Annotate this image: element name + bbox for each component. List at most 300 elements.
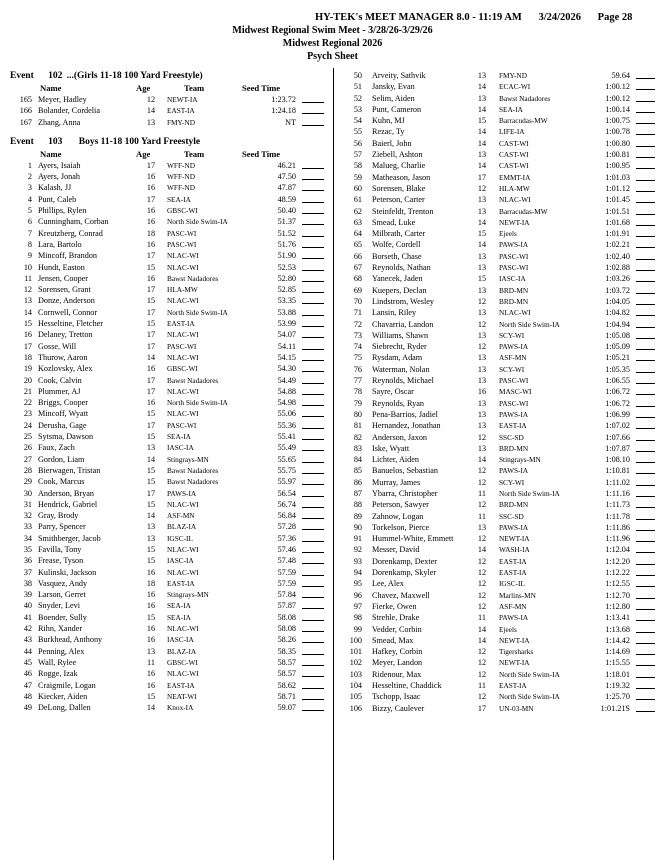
seed-time: 48.59 <box>277 194 296 204</box>
finals-time-blank <box>302 239 324 248</box>
seed-time: 51.76 <box>277 239 296 249</box>
swimmer-age: 14 <box>477 635 487 645</box>
swimmer-name: Strehle, Drake <box>372 613 420 623</box>
finals-time-blank <box>302 386 324 395</box>
entry-rank: 90 <box>353 522 362 532</box>
team-name: ECAC-WI <box>499 82 531 92</box>
entry-row <box>10 363 328 374</box>
seed-time: 57.48 <box>277 556 296 566</box>
swimmer-age: 15 <box>146 319 156 329</box>
swimmer-age: 14 <box>477 104 487 114</box>
swimmer-age: 13 <box>477 364 487 374</box>
entry-row <box>342 578 657 589</box>
entry-rank: 57 <box>353 150 362 160</box>
entry-row <box>10 646 328 657</box>
swimmer-name: Hummel-White, Emmett <box>372 534 454 544</box>
entry-row <box>342 149 657 160</box>
entry-rank: 166 <box>19 106 32 116</box>
entry-rank: 14 <box>23 307 32 317</box>
swimmer-age: 11 <box>147 657 155 667</box>
seed-time: 54.49 <box>277 375 296 385</box>
swimmer-age: 15 <box>146 296 156 306</box>
swimmer-age: 13 <box>477 421 487 431</box>
finals-time-blank <box>636 81 655 90</box>
entry-rank: 12 <box>23 285 32 295</box>
team-name: PASC-WI <box>499 398 529 408</box>
swimmer-age: 13 <box>477 522 487 532</box>
swimmer-name: Mincoff, Wyatt <box>38 409 89 419</box>
entry-row <box>10 307 328 318</box>
seed-time: 1:01.12 <box>605 183 630 193</box>
entry-rank: 28 <box>23 465 32 475</box>
swimmer-name: Punt, Cameron <box>372 104 422 114</box>
swimmer-name: Lindstrom, Wesley <box>372 296 434 306</box>
entry-rank: 69 <box>353 285 362 295</box>
entry-rank: 6 <box>27 217 32 227</box>
finals-time-blank <box>302 657 324 666</box>
swimmer-age: 12 <box>477 601 487 611</box>
seed-time: 1:13.41 <box>605 613 630 623</box>
team-name: North Side Swim-IA <box>167 398 228 408</box>
entry-row <box>10 442 328 453</box>
swimmer-name: Hafkey, Corbin <box>372 647 423 657</box>
team-name: GBSC-WI <box>167 206 198 216</box>
swimmer-age: 13 <box>477 285 487 295</box>
team-name: PASC-WI <box>167 341 197 351</box>
seed-time: 1:06.72 <box>605 387 630 397</box>
entry-rank: 18 <box>23 352 32 362</box>
entry-rank: 96 <box>353 590 362 600</box>
finals-time-blank <box>302 352 324 361</box>
swimmer-age: 15 <box>477 274 487 284</box>
swimmer-age: 12 <box>477 647 487 657</box>
finals-time-blank <box>636 93 655 102</box>
finals-time-blank <box>302 250 324 259</box>
finals-time-blank <box>636 330 655 339</box>
entry-rank: 32 <box>23 511 32 521</box>
swimmer-age: 16 <box>146 601 156 611</box>
swimmer-age: 14 <box>146 703 156 713</box>
seed-time: 1:01.03 <box>605 172 630 182</box>
swimmer-name: Burkhead, Anthony <box>38 635 103 645</box>
swimmer-name: Faux, Zach <box>38 443 75 453</box>
entry-row <box>342 375 657 386</box>
seed-time: 1:06.99 <box>605 409 630 419</box>
swimmer-age: 13 <box>477 206 487 216</box>
finals-time-blank <box>636 465 655 474</box>
swimmer-name: Derusha, Gage <box>38 420 87 430</box>
swimmer-age: 16 <box>146 206 156 216</box>
seed-time: 54.11 <box>277 341 296 351</box>
swimmer-age: 16 <box>146 183 156 193</box>
team-name: NEWT-IA <box>167 95 198 104</box>
entry-row <box>10 668 328 679</box>
swimmer-name: Kuhn, MJ <box>372 116 405 126</box>
swimmer-age: 14 <box>146 454 156 464</box>
entry-rank: 36 <box>23 556 32 566</box>
swimmer-age: 13 <box>146 533 156 543</box>
swimmer-name: Delaney, Tretton <box>38 330 93 340</box>
finals-time-blank <box>636 443 655 452</box>
swimmer-name: Kozlovsky, Alex <box>38 364 93 374</box>
col-age: Age <box>136 83 151 93</box>
seed-time: 1:02.21 <box>605 240 630 250</box>
swimmer-name: Cunningham, Corban <box>38 217 109 227</box>
entry-rank: 44 <box>23 646 32 656</box>
seed-time: 58.08 <box>277 624 296 634</box>
swimmer-name: Murray, James <box>372 477 421 487</box>
swimmer-name: Kiecker, Aiden <box>38 691 88 701</box>
column-divider <box>333 68 334 860</box>
swimmer-name: Sorensen, Grant <box>38 285 91 295</box>
col-age: Age <box>136 148 151 159</box>
finals-time-blank <box>302 329 324 338</box>
team-name: EAST-IA <box>499 556 527 566</box>
entry-row <box>342 126 657 137</box>
event-title: Boys 11-18 100 Yard Freestyle <box>78 136 201 147</box>
entry-rank: 88 <box>353 500 362 510</box>
swimmer-name: Vedder, Corbin <box>372 624 422 634</box>
team-name: BRD-MN <box>499 443 529 453</box>
swimmer-age: 12 <box>477 319 487 329</box>
team-name: SEA-IA <box>167 194 191 204</box>
swimmer-age: 15 <box>146 465 156 475</box>
entry-rank: 89 <box>353 511 362 521</box>
entry-rank: 1 <box>27 160 32 170</box>
entry-row <box>10 431 328 442</box>
finals-time-blank <box>302 295 324 304</box>
team-name: PASC-WI <box>499 376 529 386</box>
entry-rank: 37 <box>23 567 32 577</box>
col-name: Name <box>40 148 62 159</box>
event-number: 102 <box>48 71 63 81</box>
entry-row <box>342 183 657 194</box>
entry-rank: 93 <box>353 556 362 566</box>
finals-time-blank <box>302 160 324 169</box>
swimmer-age: 14 <box>477 545 487 555</box>
swimmer-name: Punt, Caleb <box>38 194 77 204</box>
entry-rank: 70 <box>353 296 362 306</box>
team-name: BRD-MN <box>499 285 529 295</box>
entry-rank: 77 <box>353 376 362 386</box>
finals-time-blank <box>636 624 655 633</box>
swimmer-name: Cook, Marcus <box>38 477 85 487</box>
swimmer-age: 13 <box>146 443 156 453</box>
seed-time: 57.84 <box>277 590 296 600</box>
entry-row <box>10 397 328 408</box>
seed-time: 1:05.09 <box>605 342 630 352</box>
seed-time: 57.36 <box>277 533 296 543</box>
team-name: EAST-IA <box>499 568 527 578</box>
finals-time-blank <box>636 398 655 407</box>
finals-time-blank <box>302 634 324 643</box>
seed-time: 52.53 <box>277 262 296 272</box>
entry-row <box>342 319 657 330</box>
team-name: PASC-WI <box>167 420 197 430</box>
finals-time-blank <box>302 194 324 203</box>
finals-time-blank <box>636 703 655 712</box>
swimmer-name: Kuepers, Declan <box>372 285 427 295</box>
entry-rank: 19 <box>23 364 32 374</box>
entry-rank: 67 <box>353 263 362 273</box>
entry-rank: 46 <box>23 669 32 679</box>
swimmer-name: Donze, Anderson <box>38 296 95 306</box>
swimmer-name: Plummer, AJ <box>38 386 81 396</box>
entry-rank: 20 <box>23 375 32 385</box>
swimmer-name: Kulinski, Jackson <box>38 567 97 577</box>
seed-time: 47.50 <box>277 172 296 182</box>
swimmer-age: 13 <box>477 398 487 408</box>
team-name: NLAC-WI <box>167 251 199 261</box>
finals-time-blank <box>302 182 324 191</box>
seed-time: 1:01.91 <box>605 229 630 239</box>
seed-time: 1:04.05 <box>605 296 630 306</box>
swimmer-age: 11 <box>478 511 486 521</box>
entry-rank: 94 <box>353 568 362 578</box>
entry-row <box>342 398 657 409</box>
swimmer-age: 12 <box>477 692 487 702</box>
entry-rank: 54 <box>353 116 362 126</box>
entry-rank: 49 <box>23 703 32 713</box>
finals-time-blank <box>302 216 324 225</box>
swimmer-name: Ayers, Jonah <box>38 172 80 182</box>
swimmer-age: 12 <box>477 568 487 578</box>
swimmer-age: 14 <box>146 511 156 521</box>
team-name: PASC-WI <box>167 239 197 249</box>
swimmer-age: 17 <box>146 160 156 170</box>
entry-row <box>10 420 328 431</box>
entry-rank: 4 <box>27 194 32 204</box>
entry-row <box>10 117 328 128</box>
team-name: Ejeels <box>499 229 517 239</box>
entry-row <box>10 295 328 306</box>
entry-row <box>10 228 328 239</box>
seed-time: 53.88 <box>277 307 296 317</box>
entry-row <box>342 443 657 454</box>
entry-rank: 17 <box>23 341 32 351</box>
swimmer-age: 17 <box>146 330 156 340</box>
entry-row <box>10 533 328 544</box>
seed-time: 55.49 <box>277 443 296 453</box>
swimmer-age: 16 <box>146 273 156 283</box>
event-label: Event <box>10 71 34 81</box>
entry-rank: 66 <box>353 251 362 261</box>
finals-time-blank <box>302 228 324 237</box>
finals-time-blank <box>636 352 655 361</box>
finals-time-blank <box>636 183 655 192</box>
entry-row <box>342 352 657 363</box>
seed-time: 1:08.10 <box>605 455 630 465</box>
entry-rank: 3 <box>27 183 32 193</box>
finals-time-blank <box>636 544 655 553</box>
seed-time: 53.35 <box>277 296 296 306</box>
swimmer-age: 12 <box>477 342 487 352</box>
swimmer-name: Wolfe, Cordell <box>372 240 421 250</box>
swimmer-name: Reynolds, Michael <box>372 376 434 386</box>
finals-time-blank <box>636 499 655 508</box>
swimmer-name: Waterman, Nolan <box>372 364 430 374</box>
seed-time: 58.35 <box>277 646 296 656</box>
team-name: ASF-MN <box>499 601 527 611</box>
seed-time: 54.15 <box>277 352 296 362</box>
event-102-header <box>10 70 328 83</box>
team-name: WFF-ND <box>167 172 195 182</box>
team-name: PAWS-IA <box>499 409 529 419</box>
swimmer-age: 14 <box>477 161 487 171</box>
entry-rank: 60 <box>353 183 362 193</box>
entry-row <box>342 217 657 228</box>
team-name: NEWT-IA <box>499 658 530 668</box>
swimmer-name: Ybarra, Christopher <box>372 488 438 498</box>
team-name: Bawst Nadadores <box>167 375 219 385</box>
team-name: IGSC-IL <box>499 579 525 589</box>
entry-rank: 13 <box>23 296 32 306</box>
entry-rank: 27 <box>23 454 32 464</box>
swimmer-age: 13 <box>477 93 487 103</box>
software-title: HY-TEK's MEET MANAGER 8.0 - 11:19 AM <box>315 12 522 23</box>
entry-rank: 84 <box>353 455 362 465</box>
entry-row <box>342 273 657 284</box>
seed-time: 57.87 <box>277 601 296 611</box>
team-name: NLAC-WI <box>167 624 199 634</box>
swimmer-name: Messer, David <box>372 545 420 555</box>
swimmer-age: 12 <box>477 579 487 589</box>
finals-time-blank <box>302 94 324 103</box>
swimmer-name: Chavarria, Landon <box>372 319 434 329</box>
swimmer-name: DeLong, Dallen <box>38 703 91 713</box>
finals-time-blank <box>636 138 655 147</box>
swimmer-name: Zahnow, Logan <box>372 511 424 521</box>
team-name: Bawst Nadadores <box>499 93 551 103</box>
swimmer-age: 16 <box>146 217 156 227</box>
finals-time-blank <box>302 171 324 180</box>
seed-time: 55.41 <box>277 432 296 442</box>
swimmer-age: 13 <box>477 150 487 160</box>
finals-time-blank <box>636 612 655 621</box>
swimmer-name: Phillips, Rylen <box>38 206 87 216</box>
finals-time-blank <box>636 70 655 79</box>
swimmer-name: Hesseltine, Chaddick <box>372 681 442 691</box>
entry-rank: 106 <box>349 703 362 713</box>
seed-time: 58.62 <box>277 680 296 690</box>
swimmer-age: 17 <box>146 307 156 317</box>
entry-row <box>10 488 328 499</box>
swimmer-age: 14 <box>477 217 487 227</box>
team-name: PAWS-IA <box>499 522 529 532</box>
finals-time-blank <box>302 431 324 440</box>
swimmer-age: 15 <box>146 432 156 442</box>
entry-row <box>342 172 657 183</box>
entry-rank: 34 <box>23 533 32 543</box>
entry-rank: 71 <box>353 308 362 318</box>
swimmer-name: Bierwagen, Tristan <box>38 465 101 475</box>
team-name: UN-03-MN <box>499 703 534 713</box>
swimmer-age: 14 <box>146 352 156 362</box>
seed-time: 47.87 <box>277 183 296 193</box>
seed-time: 1:14.42 <box>605 635 630 645</box>
entry-row <box>10 555 328 566</box>
swimmer-name: Torkelson, Pierce <box>372 522 430 532</box>
entry-rank: 98 <box>353 613 362 623</box>
swimmer-age: 18 <box>146 228 156 238</box>
team-name: PAWS-IA <box>499 466 529 476</box>
entry-row <box>342 228 657 239</box>
entry-row <box>10 105 328 116</box>
entry-row <box>10 284 328 295</box>
finals-time-blank <box>636 533 655 542</box>
entry-row <box>342 556 657 567</box>
swimmer-age: 17 <box>146 386 156 396</box>
entry-rank: 26 <box>23 443 32 453</box>
swimmer-age: 16 <box>146 239 156 249</box>
finals-time-blank <box>636 669 655 678</box>
entry-rank: 29 <box>23 477 32 487</box>
entry-rank: 40 <box>23 601 32 611</box>
team-name: NLAC-WI <box>167 330 199 340</box>
seed-time: 1:03.72 <box>605 285 630 295</box>
entry-rank: 53 <box>353 104 362 114</box>
seed-time: 1:00.81 <box>605 150 630 160</box>
entry-row <box>342 590 657 601</box>
swimmer-age: 17 <box>146 251 156 261</box>
sheet-title: Psych Sheet <box>307 51 358 62</box>
finals-time-blank <box>636 115 655 124</box>
seed-time: 1:07.66 <box>605 432 630 442</box>
entry-row <box>10 239 328 250</box>
finals-time-blank <box>636 590 655 599</box>
entry-rank: 25 <box>23 432 32 442</box>
finals-time-blank <box>636 104 655 113</box>
entry-row <box>342 364 657 375</box>
seed-time: 1:11.96 <box>605 534 630 544</box>
team-name: ASF-MN <box>167 511 195 521</box>
swimmer-age: 17 <box>477 703 487 713</box>
entry-rank: 23 <box>23 409 32 419</box>
swimmer-name: Smead, Max <box>372 635 414 645</box>
swimmer-age: 16 <box>146 590 156 600</box>
entry-rank: 15 <box>23 319 32 329</box>
seed-time: 55.36 <box>277 420 296 430</box>
finals-time-blank <box>302 567 324 576</box>
finals-time-blank <box>636 307 655 316</box>
entry-row <box>342 477 657 488</box>
event-103-header <box>10 136 328 149</box>
seed-time: 1:00.95 <box>605 161 630 171</box>
swimmer-name: Vasquez, Andy <box>38 578 88 588</box>
entry-row <box>10 182 328 193</box>
seed-time: 1:07.02 <box>605 421 630 431</box>
swimmer-name: Lansin, Riley <box>372 308 417 318</box>
finals-time-blank <box>302 408 324 417</box>
swimmer-name: Steinfeldt, Trenton <box>372 206 434 216</box>
entry-row <box>10 318 328 329</box>
meet-title: Midwest Regional Swim Meet - 3/28/26-3/29/26 <box>232 25 433 36</box>
team-name: MASC-WI <box>499 387 532 397</box>
entry-row <box>342 262 657 273</box>
seed-time: 55.97 <box>277 477 296 487</box>
finals-time-blank <box>636 635 655 644</box>
swimmer-age: 16 <box>146 669 156 679</box>
entry-row <box>10 510 328 521</box>
seed-time: 58.08 <box>277 612 296 622</box>
team-name: NLAC-WI <box>167 386 199 396</box>
event-103-list-right <box>342 70 657 714</box>
swimmer-age: 13 <box>477 251 487 261</box>
swimmer-name: Baierl, John <box>372 138 412 148</box>
seed-time: 1:11.86 <box>605 522 630 532</box>
entry-rank: 21 <box>23 386 32 396</box>
finals-time-blank <box>302 284 324 293</box>
